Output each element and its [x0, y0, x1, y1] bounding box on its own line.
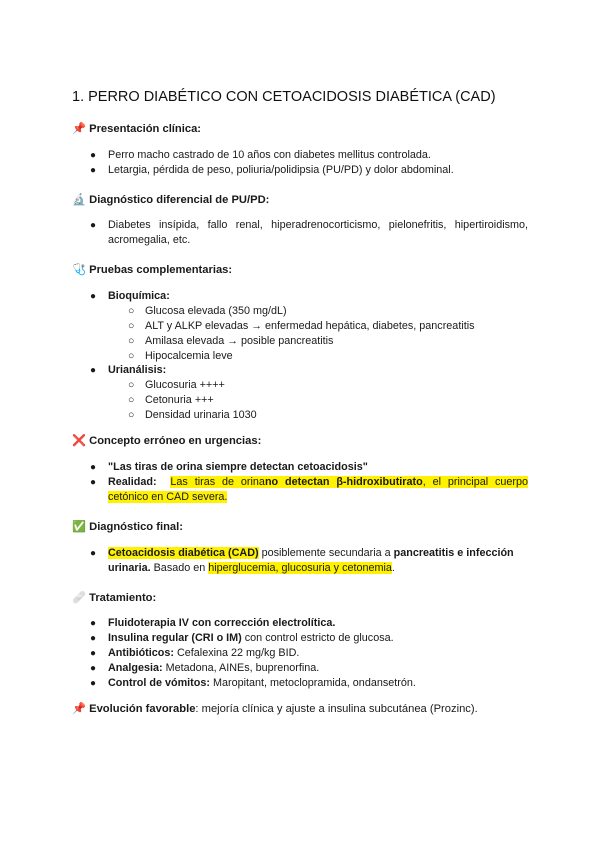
list-item-urianalisis: Urianálisis:: [108, 364, 167, 376]
bullet-icon: ●: [90, 150, 97, 161]
list-item: Antibióticos: Cefalexina 22 mg/kg BID.: [108, 647, 300, 659]
bullet-icon: ●: [90, 220, 97, 231]
section-tratamiento-heading: 🩹 Tratamiento:: [72, 592, 157, 604]
stethoscope-icon: 🩺: [72, 264, 86, 276]
list-item: Control de vómitos: Maropitant, metoclopramida, ondansetrón.: [108, 677, 416, 689]
list-item: Letargia, pérdida de peso, poliuria/polidipsia (PU/PD) y dolor abdominal.: [108, 164, 454, 176]
list-item-realidad: Realidad: Las tiras de orinano detectan β-hidroxibutirato, el principal cuerpo cetónico en CAD severa.: [108, 476, 529, 503]
sub-bullet-icon: ○: [128, 305, 135, 317]
bullet-icon: ●: [90, 633, 97, 644]
microscope-icon: 🔬: [72, 194, 86, 206]
bullet-icon: ●: [90, 663, 97, 674]
list-item: Diabetes insípida, fallo renal, hiperadrenocorticismo, pielonefritis, hipertiroidismo, acromegalia, etc.: [108, 219, 528, 246]
pushpin-icon: 📌: [72, 123, 86, 135]
sub-list-item: Glucosa elevada (350 mg/dL): [145, 305, 287, 317]
bullet-icon: ●: [90, 165, 97, 176]
bandage-icon: 🩹: [72, 592, 86, 604]
highlighted-text: hiperglucemia, glucosuria y cetonemia: [208, 562, 392, 574]
sub-list-item: Amilasa elevada → posible pancreatitis: [145, 335, 334, 347]
list-item-bioquimica: Bioquímica:: [108, 290, 170, 302]
list-item-quote: "Las tiras de orina siempre detectan cetoacidosis": [108, 461, 368, 473]
list-item: Analgesia: Metadona, AINEs, buprenorfina.: [108, 662, 320, 674]
bullet-icon: ●: [90, 648, 97, 659]
section-diagnostico-heading: ✅ Diagnóstico final:: [72, 521, 183, 533]
bullet-icon: ●: [90, 365, 97, 376]
bullet-icon: ●: [90, 462, 97, 473]
check-mark-icon: ✅: [72, 521, 86, 533]
bullet-icon: ●: [90, 477, 97, 488]
sub-list-item: Densidad urinaria 1030: [145, 409, 257, 421]
sub-bullet-icon: ○: [128, 394, 135, 406]
evolucion-paragraph: 📌 Evolución favorable: mejoría clínica y ajuste a insulina subcutánea (Prozinc).: [72, 703, 478, 715]
highlighted-text: , el principal cuerpo cetónico en CAD severa.: [108, 476, 529, 503]
pushpin-icon: 📌: [72, 703, 86, 715]
bullet-icon: ●: [90, 678, 97, 689]
section-concepto-heading: ❌ Concepto erróneo en urgencias:: [72, 435, 262, 447]
list-item: Insulina regular (CRI o IM) con control estricto de glucosa.: [108, 632, 394, 644]
sub-bullet-icon: ○: [128, 320, 135, 332]
highlighted-text: no detectan β-hidroxibutirato: [264, 476, 423, 488]
bullet-icon: ●: [90, 548, 97, 559]
sub-bullet-icon: ○: [128, 350, 135, 362]
bullet-icon: ●: [90, 618, 97, 629]
sub-list-item: Glucosuria ++++: [145, 379, 225, 391]
sub-bullet-icon: ○: [128, 409, 135, 421]
highlighted-text: Las tiras de orina: [170, 476, 265, 488]
sub-list-item: Cetonuria +++: [145, 394, 214, 406]
section-pruebas-heading: 🩺 Pruebas complementarias:: [72, 264, 233, 276]
list-item-diagnostico: Cetoacidosis diabética (CAD) posiblemente secundaria a pancreatitis e infección urinaria. Basado en hiperglucemia, glucosuria y cetonemia.: [108, 547, 514, 574]
sub-list-item: ALT y ALKP elevadas → enfermedad hepática, diabetes, pancreatitis: [145, 320, 475, 332]
list-item: Perro macho castrado de 10 años con diabetes mellitus controlada.: [108, 149, 431, 161]
bullet-icon: ●: [90, 291, 97, 302]
highlighted-text: Cetoacidosis diabética (CAD): [108, 547, 259, 559]
section-presentacion-heading: 📌 Presentación clínica:: [72, 123, 202, 135]
sub-list-item: Hipocalcemia leve: [145, 350, 233, 362]
section-diferencial-heading: 🔬 Diagnóstico diferencial de PU/PD:: [72, 194, 270, 206]
sub-bullet-icon: ○: [128, 335, 135, 347]
page-title: 1. PERRO DIABÉTICO CON CETOACIDOSIS DIABÉTICA (CAD): [72, 89, 496, 105]
list-item: Fluidoterapia IV con corrección electrolítica.: [108, 617, 336, 629]
cross-mark-icon: ❌: [72, 435, 86, 447]
sub-bullet-icon: ○: [128, 379, 135, 391]
